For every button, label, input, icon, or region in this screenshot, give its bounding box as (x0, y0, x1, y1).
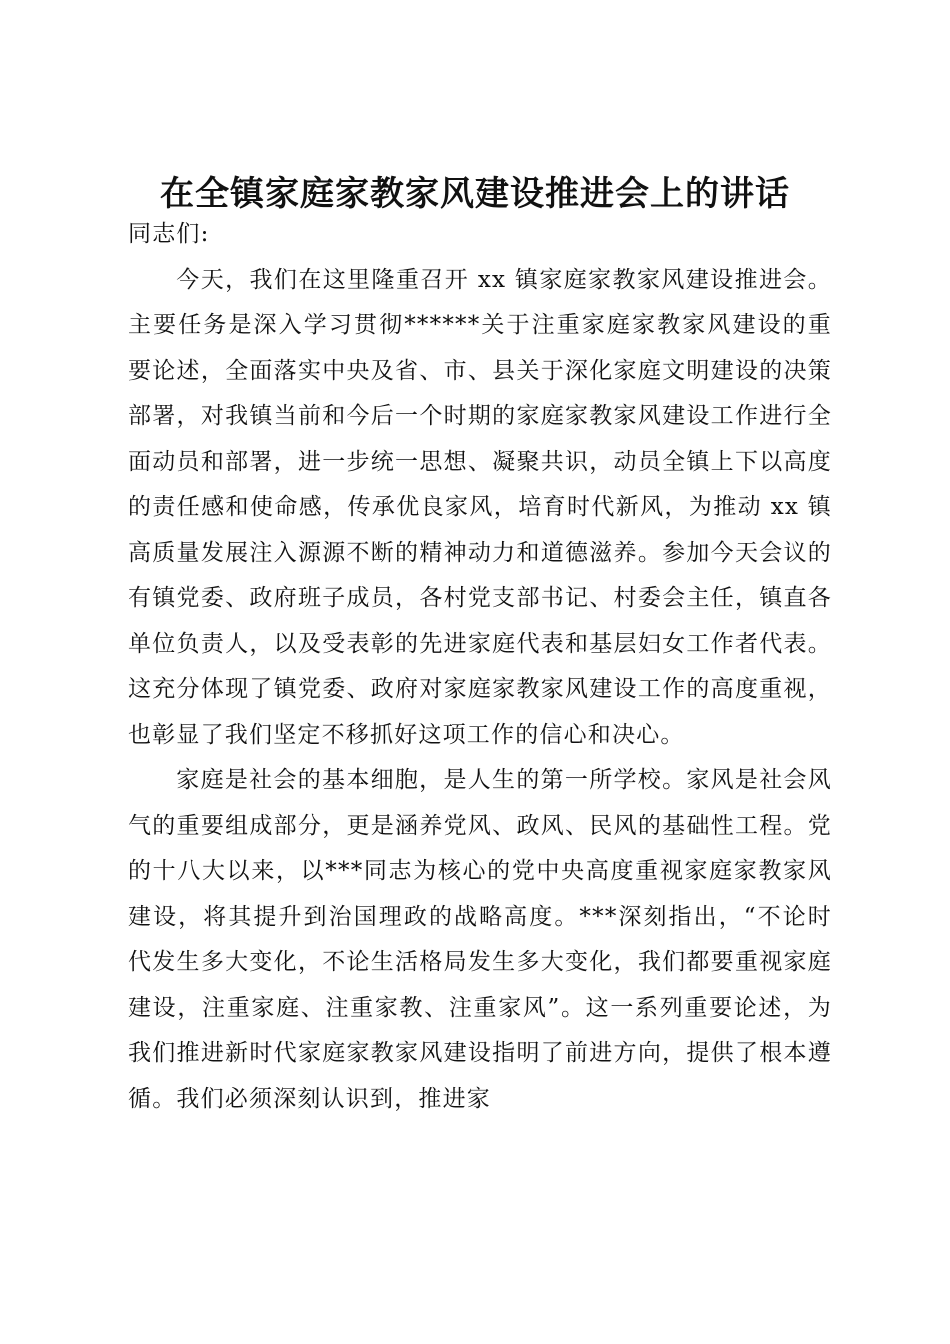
document-body (128, 212, 832, 1122)
salutation: 同志们: (128, 221, 210, 247)
paragraph-1: 今天，我们在这里隆重召开 xx 镇家庭家教家风建设推进会。主要任务是深入学习贯彻******关于注重家庭家教家风建设的重要论述，全面落实中央及省、市、县关于深化家庭文明建设的决策部署，对我镇当前和今后一个时期的家庭家教家风建设工作进行全面动员和部署，进一步统一思想、凝聚共识，动员全镇上下以高度的责任感和使命感，传承优良家风，培育时代新风，为推动 xx 镇高质量发展注入源源不断的精神动力和道德滋养。参加今天会议的有镇党委、政府班子成员，各村党支部书记、村委会主任，镇直各单位负责人，以及受表彰的先进家庭代表和基层妇女工作者代表。这充分体现了镇党委、政府对家庭家教家风建设工作的高度重视，也彰显了我们坚定不移抓好这项工作的信心和决心。 (128, 266, 832, 748)
document-title: 在全镇家庭家教家风建设推进会上的讲话 (160, 174, 790, 214)
paragraph-2: 家庭是社会的基本细胞，是人生的第一所学校。家风是社会风气的重要组成部分，更是涵养党风、政风、民风的基础性工程。党的十八大以来，以***同志为核心的党中央高度重视家庭家教家风建设，将其提升到治国理政的战略高度。***深刻指出，“不论时代发生多大变化，不论生活格局发生多大变化，我们都要重视家庭建设，注重家庭、注重家教、注重家风”。这一系列重要论述，为我们推进新时代家庭家教家风建设指明了前进方向，提供了根本遵循。我们必须深刻认识到，推进家 (128, 767, 832, 1112)
